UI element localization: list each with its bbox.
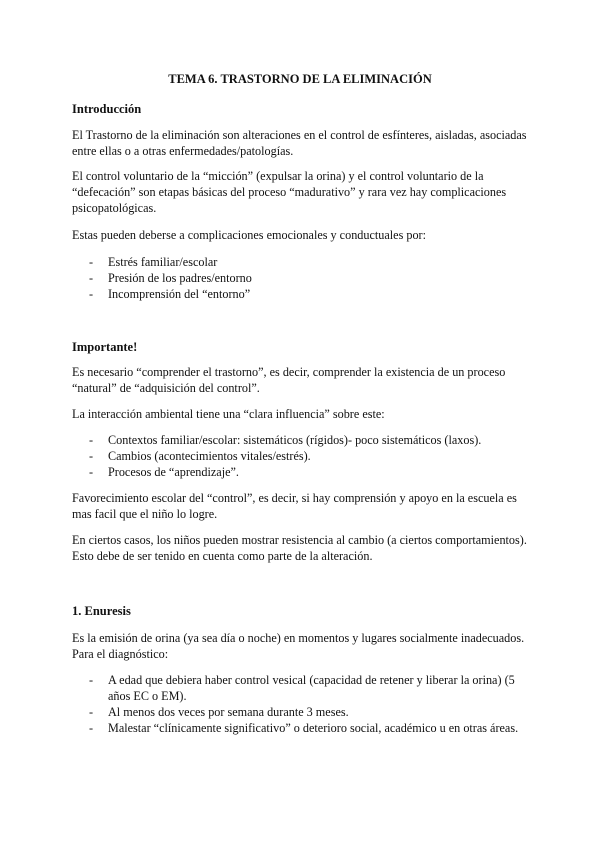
- dash-marker: -: [89, 271, 94, 285]
- dash-marker: -: [89, 465, 94, 479]
- dash-marker: -: [89, 673, 94, 687]
- enuresis-paragraph-1: Es la emisión de orina (ya sea día o noche) en momentos y lugares socialmente inadecuados. Para el diagnóstico:: [72, 631, 525, 661]
- list-item: - Presión de los padres/entorno: [89, 271, 252, 285]
- enuresis-heading: 1. Enuresis: [72, 604, 131, 618]
- intro-paragraph-3: Estas pueden deberse a complicaciones emocionales y conductuales por:: [72, 228, 426, 242]
- list-item: - Estrés familiar/escolar: [89, 255, 218, 269]
- intro-causes-list: [72, 254, 528, 302]
- important-heading: Importante!: [72, 340, 138, 354]
- list-item: - A edad que debiera haber control vesical (capacidad de retener y liberar la orina) (5 años EC o EM).: [89, 673, 515, 703]
- list-item: - Procesos de “aprendizaje”.: [89, 465, 239, 479]
- dash-marker: -: [89, 721, 94, 735]
- list-item: - Contextos familiar/escolar: sistemáticos (rígidos)- poco sistemáticos (laxos).: [89, 433, 482, 447]
- dash-marker: -: [89, 449, 94, 463]
- document-title: TEMA 6. TRASTORNO DE LA ELIMINACIÓN: [168, 72, 432, 86]
- list-item: - Incomprensión del “entorno”: [89, 287, 251, 301]
- dash-marker: -: [89, 705, 94, 719]
- important-paragraph-4: En ciertos casos, los niños pueden mostrar resistencia al cambio (a ciertos comportamientos). Esto debe de ser tenido en cuenta como parte de la alteración.: [72, 533, 527, 563]
- enuresis-criteria-list: [72, 672, 528, 736]
- important-paragraph-3: Favorecimiento escolar del “control”, es decir, si hay comprensión y apoyo en la escuela es mas facil que el niño lo logre.: [72, 491, 517, 521]
- list-item: - Al menos dos veces por semana durante 3 meses.: [89, 705, 349, 719]
- intro-paragraph-1: El Trastorno de la eliminación son alteraciones en el control de esfínteres, aisladas, asociadas entre ellas o a otras enfermedades/patologías.: [72, 128, 527, 158]
- dash-marker: -: [89, 287, 94, 301]
- intro-heading: Introducción: [72, 102, 142, 116]
- important-paragraph-1: Es necesario “comprender el trastorno”, es decir, comprender la existencia de un proceso “natural” de “adquisición del control”.: [72, 365, 506, 395]
- dash-marker: -: [89, 433, 94, 447]
- intro-paragraph-2: El control voluntario de la “micción” (expulsar la orina) y el control voluntario de la “defecación” son etapas básicas del proceso “madurativo” y rara vez hay complicaciones psicopatológicas.: [72, 169, 507, 215]
- important-paragraph-2: La interacción ambiental tiene una “clara influencia” sobre este:: [72, 407, 385, 421]
- dash-marker: -: [89, 255, 94, 269]
- list-item: - Cambios (acontecimientos vitales/estrés).: [89, 449, 311, 463]
- important-factors-list: [72, 432, 528, 480]
- list-item: - Malestar “clínicamente significativo” o deterioro social, académico u en otras áreas.: [89, 721, 519, 735]
